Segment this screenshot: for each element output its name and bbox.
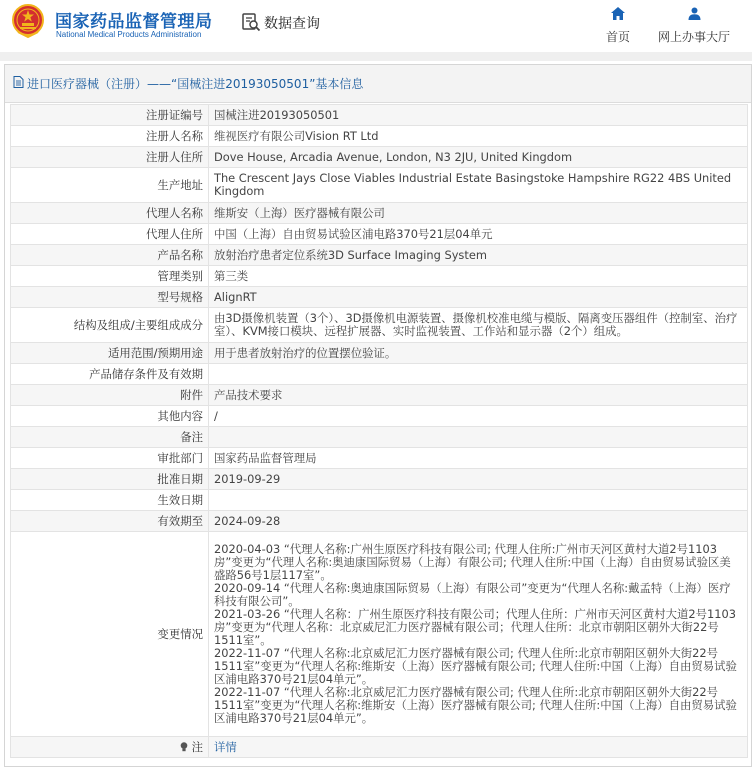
table-row (11, 308, 748, 343)
row-value: The Crescent Jays Close Viables Industrial Estate Basingstoke Hampshire RG22 4BS United Kingdom (209, 168, 748, 203)
row-value (209, 427, 748, 448)
nav-home-label: 首页 (605, 30, 630, 44)
site-subtitle: National Medical Products Administration (56, 30, 202, 39)
row-key: 有效期至 (11, 511, 209, 532)
row-value: / (209, 406, 748, 427)
change-history-row (11, 532, 748, 737)
table-row (11, 385, 748, 406)
row-key: 型号规格 (11, 287, 209, 308)
row-key: 生效日期 (11, 490, 209, 511)
row-key: 其他内容 (11, 406, 209, 427)
row-key: 注册人名称 (11, 126, 209, 147)
change-entry: 2021-03-26 “代理人名称：广州生原医疗科技有限公司；代理人住所：广州市天河区黄村大道2号1103房”变更为“代理人名称：北京威尼汇力医疗器械有限公司；代理人住所：北京市朝阳区朝外大街22号1511室”。 (214, 607, 737, 647)
row-value: 放射治疗患者定位系统3D Surface Imaging System (209, 245, 748, 266)
panel-header (5, 65, 751, 103)
table-row (11, 126, 748, 147)
table-row (11, 105, 748, 126)
row-key: 变更情况 (11, 532, 209, 737)
header-divider-band (0, 52, 752, 61)
table-row (11, 203, 748, 224)
data-query-label: 数据查询 (264, 16, 320, 32)
change-entry: 2020-09-14 “代理人名称:奥迪康国际贸易（上海）有限公司”变更为“代理人名称:戴孟特（上海）医疗科技有限公司”。 (214, 581, 731, 608)
row-key: 批准日期 (11, 469, 209, 490)
lightbulb-icon (180, 740, 192, 754)
site-title[interactable]: 国家药品监督管理局 (55, 12, 213, 32)
row-key: 注册人住所 (11, 147, 209, 168)
document-icon (13, 76, 24, 91)
table-row (11, 490, 748, 511)
row-key: 注册证编号 (11, 105, 209, 126)
table-row (11, 245, 748, 266)
table-row (11, 168, 748, 203)
row-value (209, 737, 748, 758)
row-key: 结构及组成/主要组成成分 (11, 308, 209, 343)
table-row (11, 511, 748, 532)
row-value: 2019-09-29 (209, 469, 748, 490)
row-value: 维视医疗有限公司Vision RT Ltd (209, 126, 748, 147)
nav-online-hall-label: 网上办事大厅 (657, 30, 730, 44)
row-key: 附件 (11, 385, 209, 406)
note-label: 注 (191, 739, 203, 754)
row-key: 管理类别 (11, 266, 209, 287)
row-value: 国家药品监督管理局 (209, 448, 748, 469)
row-value: 国械注进20193050501 (209, 105, 748, 126)
site-header (0, 0, 752, 52)
table-row (11, 287, 748, 308)
row-value: 2024-09-28 (209, 511, 748, 532)
note-row (11, 737, 748, 758)
nav-home[interactable] (601, 7, 635, 45)
table-row (11, 266, 748, 287)
row-value: 由3D摄像机装置（3个）、3D摄像机电源装置、摄像机校准电缆与模版、隔离变压器组件（控制室、治疗室）、KVM接口模块、远程扩展器、实时监视装置、工作站和显示器（2个）组成。 (209, 308, 748, 343)
row-key: 审批部门 (11, 448, 209, 469)
table-row (11, 147, 748, 168)
row-value: AlignRT (209, 287, 748, 308)
note-key (11, 737, 209, 758)
row-key: 备注 (11, 427, 209, 448)
row-value (209, 490, 748, 511)
change-history-value (209, 532, 748, 737)
row-value (209, 364, 748, 385)
table-row (11, 448, 748, 469)
row-key: 产品储存条件及有效期 (11, 364, 209, 385)
row-value: 产品技术要求 (209, 385, 748, 406)
table-row (11, 427, 748, 448)
details-link[interactable]: 详情 (214, 739, 237, 754)
home-icon (611, 7, 625, 23)
row-value: 第三类 (209, 266, 748, 287)
table-row (11, 469, 748, 490)
row-value: 维斯安（上海）医疗器械有限公司 (209, 203, 748, 224)
row-value: Dove House, Arcadia Avenue, London, N3 2JU, United Kingdom (209, 147, 748, 168)
table-row (11, 224, 748, 245)
table-row (11, 343, 748, 364)
data-query-link[interactable] (241, 12, 320, 34)
row-value: 用于患者放射治疗的位置摆位验证。 (209, 343, 748, 364)
search-document-icon (241, 12, 261, 35)
row-key: 代理人住所 (11, 224, 209, 245)
nav-online-hall[interactable] (654, 7, 734, 45)
row-key: 适用范围/预期用途 (11, 343, 209, 364)
row-key: 代理人名称 (11, 203, 209, 224)
national-emblem-icon[interactable] (12, 4, 44, 38)
change-entry: 2022-11-07 “代理人名称:北京威尼汇力医疗器械有限公司; 代理人住所:北京市朝阳区朝外大街22号1511室”变更为“代理人名称:维斯安（上海）医疗器械有限公司; 代理人住所:中国（上海）自由贸易试验区浦电路370号21层04单元”。 (214, 685, 737, 725)
table-row (11, 364, 748, 385)
change-entry: 2020-04-03 “代理人名称:广州生原医疗科技有限公司; 代理人住所:广州市天河区黄村大道2号1103房”变更为“代理人名称:奥迪康国际贸易（上海）有限公司; 代理人住所:中国（上海）自由贸易试验区美盛路56号1层117室”。 (214, 542, 731, 582)
row-value: 中国（上海）自由贸易试验区浦电路370号21层04单元 (209, 224, 748, 245)
change-entry: 2022-11-07 “代理人名称:北京威尼汇力医疗器械有限公司; 代理人住所:北京市朝阳区朝外大街22号1511室”变更为“代理人名称:维斯安（上海）医疗器械有限公司; 代理人住所:中国（上海）自由贸易试验区浦电路370号21层04单元”。 (214, 646, 737, 686)
panel-title: 进口医疗器械（注册）——“国械注进20193050501”基本信息 (27, 77, 364, 91)
table-row (11, 406, 748, 427)
detail-table (10, 104, 748, 758)
row-key: 产品名称 (11, 245, 209, 266)
user-icon (688, 7, 701, 23)
row-key: 生产地址 (11, 168, 209, 203)
